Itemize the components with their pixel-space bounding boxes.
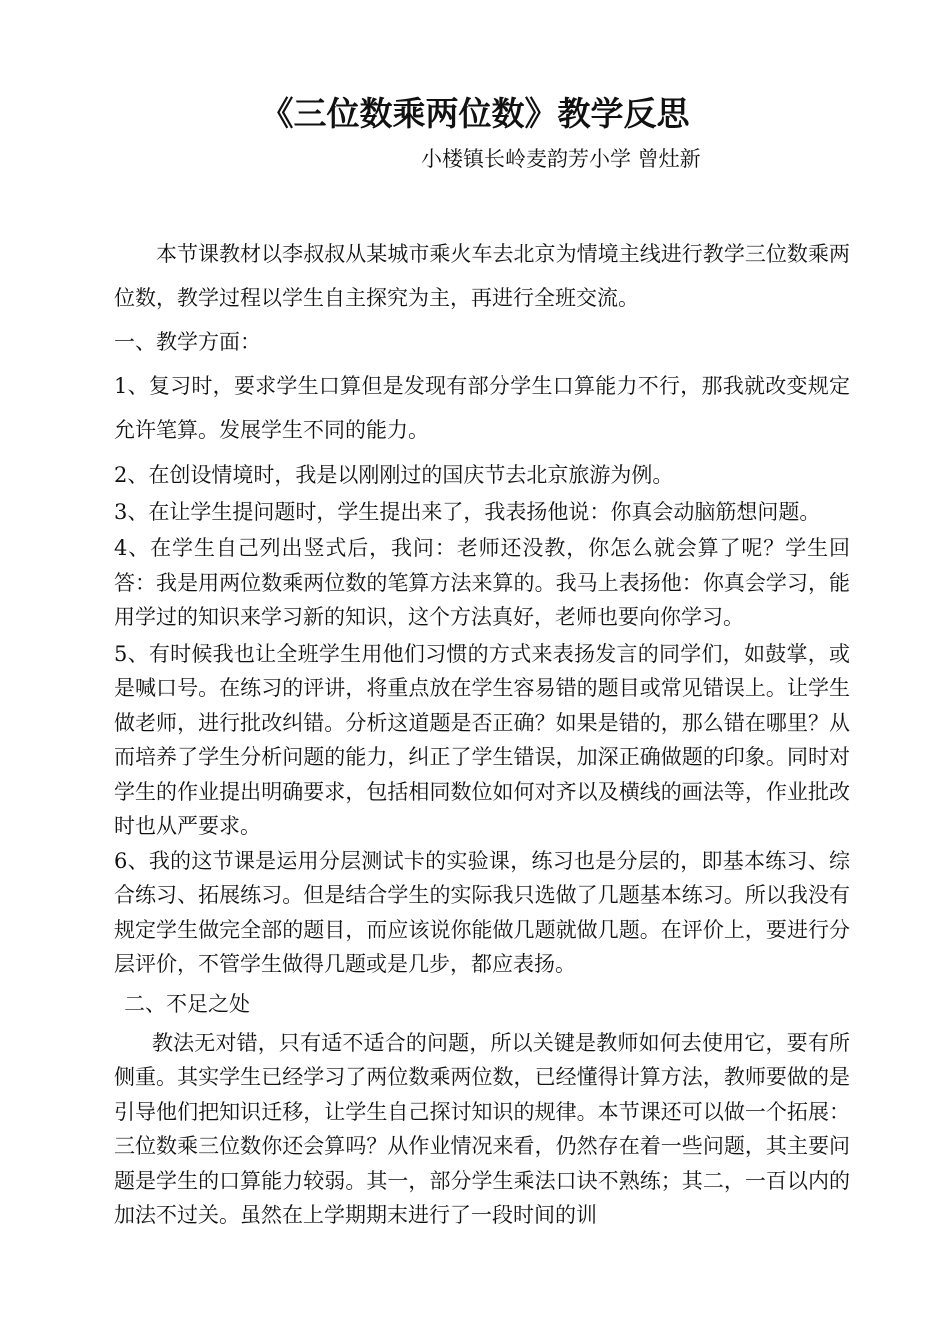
intro-paragraph: 本节课教材以李叔叔从某城市乘火车去北京为情境主线进行教学三位数乘两位数，教学过程以学生自主探究为主，再进行全班交流。 — [114, 242, 850, 310]
section-heading-shortcomings: 二、不足之处 — [124, 991, 250, 1016]
section-heading-teaching: 一、教学方面： — [114, 330, 261, 354]
document-title: 《三位数乘两位数》教学反思 — [260, 94, 690, 133]
author-line: 小楼镇长岭麦韵芳小学 曾灶新 — [421, 147, 701, 171]
point-4-paragraph: 4、在学生自己列出竖式后，我问：老师还没教，你怎么就会算了呢？学生回答：我是用两位数乘两位数的笔算方法来算的。我马上表扬他：你真会学习，能用学过的知识来学习新的知识，这个方法真好，老师也要向你学习。 — [114, 536, 850, 629]
point-6-paragraph: 6、我的这节课是运用分层测试卡的实验课，练习也是分层的，即基本练习、综合练习、拓展练习。但是结合学生的实际我只选做了几题基本练习。所以我没有规定学生做完全部的题目，而应该说你能做几题就做几题。在评价上，要进行分层评价，不管学生做得几题或是几步，都应表扬。 — [114, 848, 850, 976]
point-1-paragraph: 1、复习时，要求学生口算但是发现有部分学生口算能力不行，那我就改变规定允许笔算。发展学生不同的能力。 — [114, 374, 850, 442]
shortcomings-paragraph: 教法无对错，只有适不适合的问题，所以关键是教师如何去使用它，要有所侧重。其实学生已经学习了两位数乘两位数，已经懂得计算方法，教师要做的是引导他们把知识迁移，让学生自己探讨知识的规律。本节课还可以做一个拓展：三位数乘三位数你还会算吗？从作业情况来看，仍然存在着一些问题，其主要问题是学生的口算能力较弱。其一，部分学生乘法口诀不熟练；其二，一百以内的加法不过关。虽然在上学期期末进行了一段时间的训 — [114, 1030, 850, 1227]
point-2-paragraph: 2、在创设情境时，我是以刚刚过的国庆节去北京旅游为例。 — [114, 463, 674, 487]
point-5-paragraph: 5、有时候我也让全班学生用他们习惯的方式来表扬发言的同学们，如鼓掌，或是喊口号。在练习的评讲，将重点放在学生容易错的题目或常见错误上。让学生做老师，进行批改纠错。分析这道题是否正确？如果是错的，那么错在哪里？从而培养了学生分析问题的能力，纠正了学生错误，加深正确做题的印象。同时对学生的作业提出明确要求，包括相同数位如何对齐以及横线的画法等，作业批改时也从严要求。 — [114, 641, 850, 838]
document-body — [114, 232, 850, 1233]
point-3-paragraph: 3、在让学生提问题时，学生提出来了，我表扬他说：你真会动脑筋想问题。 — [114, 499, 821, 524]
